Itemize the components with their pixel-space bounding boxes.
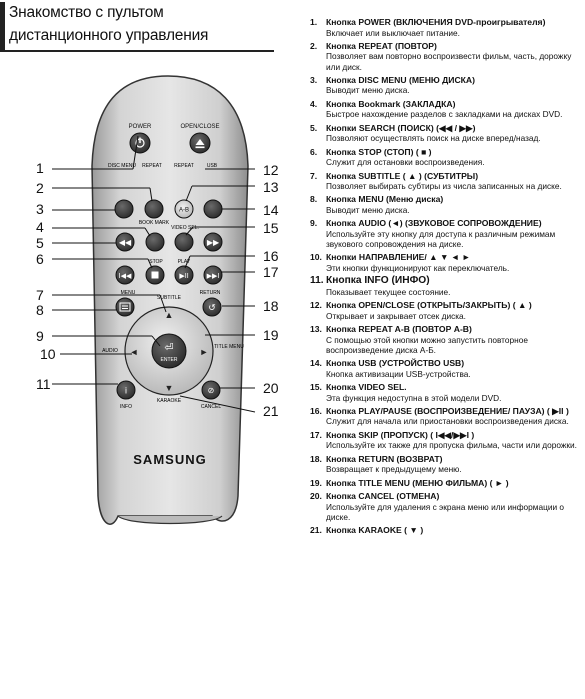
item-description: Включает или выключает питание. bbox=[326, 27, 460, 38]
item-heading bbox=[306, 454, 582, 465]
callout-number: 9 bbox=[36, 328, 44, 344]
item-heading bbox=[306, 17, 582, 28]
item-number: 18. bbox=[310, 453, 322, 464]
fast-forward-icon: ▶▶ bbox=[206, 238, 220, 247]
info-label: INFO bbox=[120, 404, 132, 410]
description-item bbox=[306, 324, 582, 355]
header-underline bbox=[0, 50, 274, 52]
video-sel-label: VIDEO SEL. bbox=[171, 225, 199, 231]
description-item bbox=[306, 525, 582, 536]
usb-label: USB bbox=[206, 163, 218, 169]
item-title: Кнопка AUDIO (◄) (ЗВУКОВОЕ СОПРОВОЖДЕНИЕ) bbox=[326, 218, 542, 229]
cancel-icon: ⊘ bbox=[207, 386, 215, 395]
description-item bbox=[306, 75, 582, 96]
item-heading bbox=[306, 218, 582, 229]
item-heading bbox=[306, 382, 582, 393]
description-item bbox=[306, 358, 582, 379]
item-heading bbox=[306, 491, 582, 502]
info-icon: i bbox=[125, 385, 127, 396]
item-number: 8. bbox=[310, 194, 318, 205]
nav-up-icon[interactable]: ▲ bbox=[164, 310, 174, 320]
callout-number: 10 bbox=[40, 346, 56, 362]
item-heading bbox=[306, 194, 582, 205]
callout-number: 21 bbox=[263, 403, 279, 419]
item-title: Кнопка MENU (Меню диска) bbox=[326, 194, 444, 205]
return-label: RETURN bbox=[199, 290, 221, 296]
item-number: 14. bbox=[310, 358, 322, 369]
open-close-label: OPEN/CLOSE bbox=[180, 124, 220, 130]
page-title-line2: дистанционного управления bbox=[9, 27, 209, 44]
item-number: 12. bbox=[310, 300, 322, 311]
button-description-list bbox=[306, 17, 582, 539]
description-item bbox=[306, 123, 582, 144]
item-description: Позволяет выбирать субтиры из числа записанных на диске. bbox=[326, 181, 562, 192]
enter-icon: ⏎ bbox=[164, 342, 174, 354]
callout-number: 19 bbox=[263, 327, 279, 343]
description-item bbox=[306, 478, 582, 489]
item-number: 2. bbox=[310, 40, 318, 51]
disc-menu-button[interactable] bbox=[115, 200, 133, 218]
item-heading bbox=[306, 358, 582, 369]
item-heading bbox=[306, 276, 582, 287]
item-description: Используйте для удаления с экрана меню или информации о диске. bbox=[326, 501, 565, 523]
item-heading bbox=[306, 41, 582, 52]
item-heading bbox=[306, 147, 582, 158]
description-item bbox=[306, 147, 582, 168]
item-number: 20. bbox=[310, 491, 322, 502]
item-title: Кнопка STOP (СТОП) ( ■ ) bbox=[326, 146, 432, 157]
brand-logo: SAMSUNG bbox=[133, 452, 207, 467]
item-number: 9. bbox=[310, 218, 318, 229]
enter-label: ENTER bbox=[160, 357, 178, 363]
item-description: Показывает текущее состояние. bbox=[326, 286, 451, 297]
item-number: 13. bbox=[310, 324, 322, 335]
power-label: POWER bbox=[128, 124, 152, 130]
item-description: Позволяет вам повторно воспроизвести фильм, часть, дорожку или диск. bbox=[326, 51, 572, 72]
item-title: Кнопка SUBTITLE ( ▲ ) (СУБТИТРЫ) bbox=[326, 170, 479, 181]
item-number: 10. bbox=[310, 252, 322, 263]
item-title: Кнопка OPEN/CLOSE (ОТКРЫТЬ/ЗАКРЫТЬ) ( ▲ ) bbox=[326, 300, 532, 311]
item-title: Кнопка VIDEO SEL. bbox=[326, 382, 407, 393]
item-heading bbox=[306, 75, 582, 86]
item-description: Выводит меню диска. bbox=[326, 204, 410, 215]
item-heading bbox=[306, 123, 582, 134]
item-title: Кнопки НАПРАВЛЕНИЕ/ ▲ ▼ ◄ ► bbox=[326, 252, 471, 263]
item-title: Кнопка CANCEL (ОТМЕНА) bbox=[326, 491, 440, 502]
item-title: Кнопка PLAY/PAUSE (ВОСПРОИЗВЕДЕНИЕ/ ПАУЗА) ( ▶II ) bbox=[326, 405, 569, 416]
item-number: 17. bbox=[310, 429, 322, 440]
description-item bbox=[306, 491, 582, 522]
item-number: 1. bbox=[310, 17, 318, 27]
callout-number: 18 bbox=[263, 298, 279, 314]
menu-button[interactable] bbox=[116, 298, 134, 316]
description-item bbox=[306, 430, 582, 451]
description-item bbox=[306, 454, 582, 475]
item-title: Кнопка KARAOKE ( ▼ ) bbox=[326, 525, 424, 536]
item-description: Кнопка активизации USB-устройства. bbox=[326, 368, 471, 379]
item-number: 11. bbox=[310, 275, 324, 287]
description-item bbox=[306, 171, 582, 192]
description-item bbox=[306, 41, 582, 72]
item-number: 15. bbox=[310, 382, 322, 393]
item-title: Кнопка USB (УСТРОЙСТВО USB) bbox=[326, 358, 465, 369]
description-item bbox=[306, 382, 582, 403]
item-title: Кнопка SKIP (ПРОПУСК) ( I◀◀/▶▶I ) bbox=[326, 429, 475, 440]
description-item bbox=[306, 300, 582, 321]
item-number: 7. bbox=[310, 170, 318, 181]
description-item bbox=[306, 17, 582, 38]
bookmark-button[interactable] bbox=[146, 233, 164, 251]
item-heading bbox=[306, 171, 582, 182]
play-pause-icon: ▶II bbox=[179, 273, 189, 280]
item-description: С помощью этой кнопки можно запустить повторное воспроизведение диска A-Б. bbox=[326, 334, 528, 355]
audio-label: AUDIO bbox=[102, 348, 118, 354]
item-description: Служит для остановки воспроизведения. bbox=[326, 157, 485, 168]
karaoke-label: KARAOKE bbox=[156, 398, 182, 404]
description-item bbox=[306, 194, 582, 215]
usb-button[interactable] bbox=[204, 200, 222, 218]
callout-number: 15 bbox=[263, 220, 279, 236]
item-title: Кнопка RETURN (ВОЗВРАТ) bbox=[326, 453, 443, 464]
bookmark-label: BOOK MARK bbox=[138, 220, 170, 226]
item-description: Используйте эту кнопку для доступа к различным режимам звукового сопровождения на диске. bbox=[326, 228, 556, 250]
callout-number: 5 bbox=[36, 235, 44, 251]
callout-number: 3 bbox=[36, 201, 44, 217]
item-heading bbox=[306, 99, 582, 110]
item-title: Кнопка INFO (ИНФО) bbox=[326, 275, 430, 287]
section-header bbox=[0, 0, 274, 52]
description-item bbox=[306, 406, 582, 427]
video-sel-button[interactable] bbox=[175, 233, 193, 251]
callout-number: 12 bbox=[263, 162, 279, 178]
callout-number: 1 bbox=[36, 160, 44, 176]
callout-number: 8 bbox=[36, 302, 44, 318]
callout-number: 11 bbox=[36, 376, 51, 392]
item-description: Выводит меню диска. bbox=[326, 85, 410, 96]
callout-number: 13 bbox=[263, 179, 279, 195]
item-title: Кнопка POWER (ВКЛЮЧЕНИЯ DVD-проигрывателя) bbox=[326, 17, 546, 27]
item-description: Эти кнопки функционируют как переключатель. bbox=[326, 262, 510, 273]
play-label: PLAY bbox=[177, 259, 191, 265]
rewind-icon: ◀◀ bbox=[118, 238, 132, 247]
item-description: Используйте их также для пропуска фильма, части или дорожки. bbox=[326, 440, 577, 451]
item-description: Эта функция недоступна в этой модели DVD. bbox=[326, 392, 502, 403]
skip-forward-icon: ▶▶I bbox=[206, 273, 220, 280]
item-title: Кнопки SEARCH (ПОИСК) (◀◀ / ▶▶) bbox=[326, 122, 476, 133]
cancel-label: CANCEL bbox=[200, 404, 222, 410]
header-accent-bar bbox=[0, 2, 5, 50]
item-heading bbox=[306, 478, 582, 489]
item-description: Служит для начала или приостановки воспроизведения диска. bbox=[326, 416, 569, 427]
item-description: Позволяют осуществлять поиск на диске вперед/назад. bbox=[326, 133, 541, 144]
item-title: Кнопка DISC MENU (МЕНЮ ДИСКА) bbox=[326, 74, 475, 85]
stop-icon bbox=[152, 272, 159, 279]
item-number: 19. bbox=[310, 477, 322, 488]
description-item bbox=[306, 276, 582, 297]
ab-label: A-B bbox=[178, 207, 190, 214]
skip-back-icon: I◀◀ bbox=[118, 273, 132, 280]
repeat-button[interactable] bbox=[145, 200, 163, 218]
nav-down-icon[interactable]: ▼ bbox=[164, 383, 174, 393]
nav-left-icon[interactable]: ◄ bbox=[129, 347, 139, 357]
item-description: Открывает и закрывает отсек диска. bbox=[326, 310, 466, 321]
item-heading bbox=[306, 300, 582, 311]
item-description: Возвращает к предыдущему меню. bbox=[326, 464, 462, 475]
item-number: 6. bbox=[310, 146, 318, 157]
disc-menu-label: DISC MENU bbox=[107, 163, 137, 169]
item-heading bbox=[306, 525, 582, 536]
callout-number: 17 bbox=[263, 264, 279, 280]
description-item bbox=[306, 252, 582, 273]
description-item bbox=[306, 99, 582, 120]
item-heading bbox=[306, 324, 582, 335]
page-title-line1: Знакомство с пультом bbox=[9, 4, 164, 21]
item-number: 16. bbox=[310, 405, 322, 416]
callout-number: 20 bbox=[263, 380, 279, 396]
item-description: Быстрое нахождение разделов с закладками на дисках DVD. bbox=[326, 109, 563, 120]
item-heading bbox=[306, 406, 582, 417]
stop-label: STOP bbox=[149, 259, 163, 265]
callout-number: 4 bbox=[36, 219, 44, 235]
item-title: Кнопка REPEAT (ПОВТОР) bbox=[326, 40, 437, 51]
item-title: Кнопка REPEAT A-B (ПОВТОР A-B) bbox=[326, 324, 472, 335]
repeat-ab-label: REPEAT bbox=[174, 163, 194, 169]
item-title: Кнопка TITLE MENU (МЕНЮ ФИЛЬМА) ( ► ) bbox=[326, 477, 509, 488]
item-number: 21. bbox=[310, 525, 322, 536]
item-number: 4. bbox=[310, 98, 318, 109]
item-number: 5. bbox=[310, 122, 318, 133]
subtitle-label: SUBTITLE bbox=[157, 295, 181, 301]
callout-number: 2 bbox=[36, 180, 44, 196]
repeat-label: REPEAT bbox=[142, 163, 162, 169]
return-icon: ↺ bbox=[208, 302, 216, 313]
description-item bbox=[306, 218, 582, 249]
item-heading bbox=[306, 430, 582, 441]
callout-number: 16 bbox=[263, 248, 279, 264]
nav-right-icon[interactable]: ► bbox=[199, 347, 209, 357]
item-title: Кнопка Bookmark (ЗАКЛАДКА) bbox=[326, 98, 456, 109]
item-heading bbox=[306, 252, 582, 263]
item-number: 3. bbox=[310, 74, 318, 85]
callout-number: 6 bbox=[36, 251, 44, 267]
callout-number: 14 bbox=[263, 202, 279, 218]
callout-number: 7 bbox=[36, 287, 44, 303]
title-menu-label: TITLE MENU bbox=[214, 344, 244, 350]
menu-label: MENU bbox=[120, 290, 136, 296]
